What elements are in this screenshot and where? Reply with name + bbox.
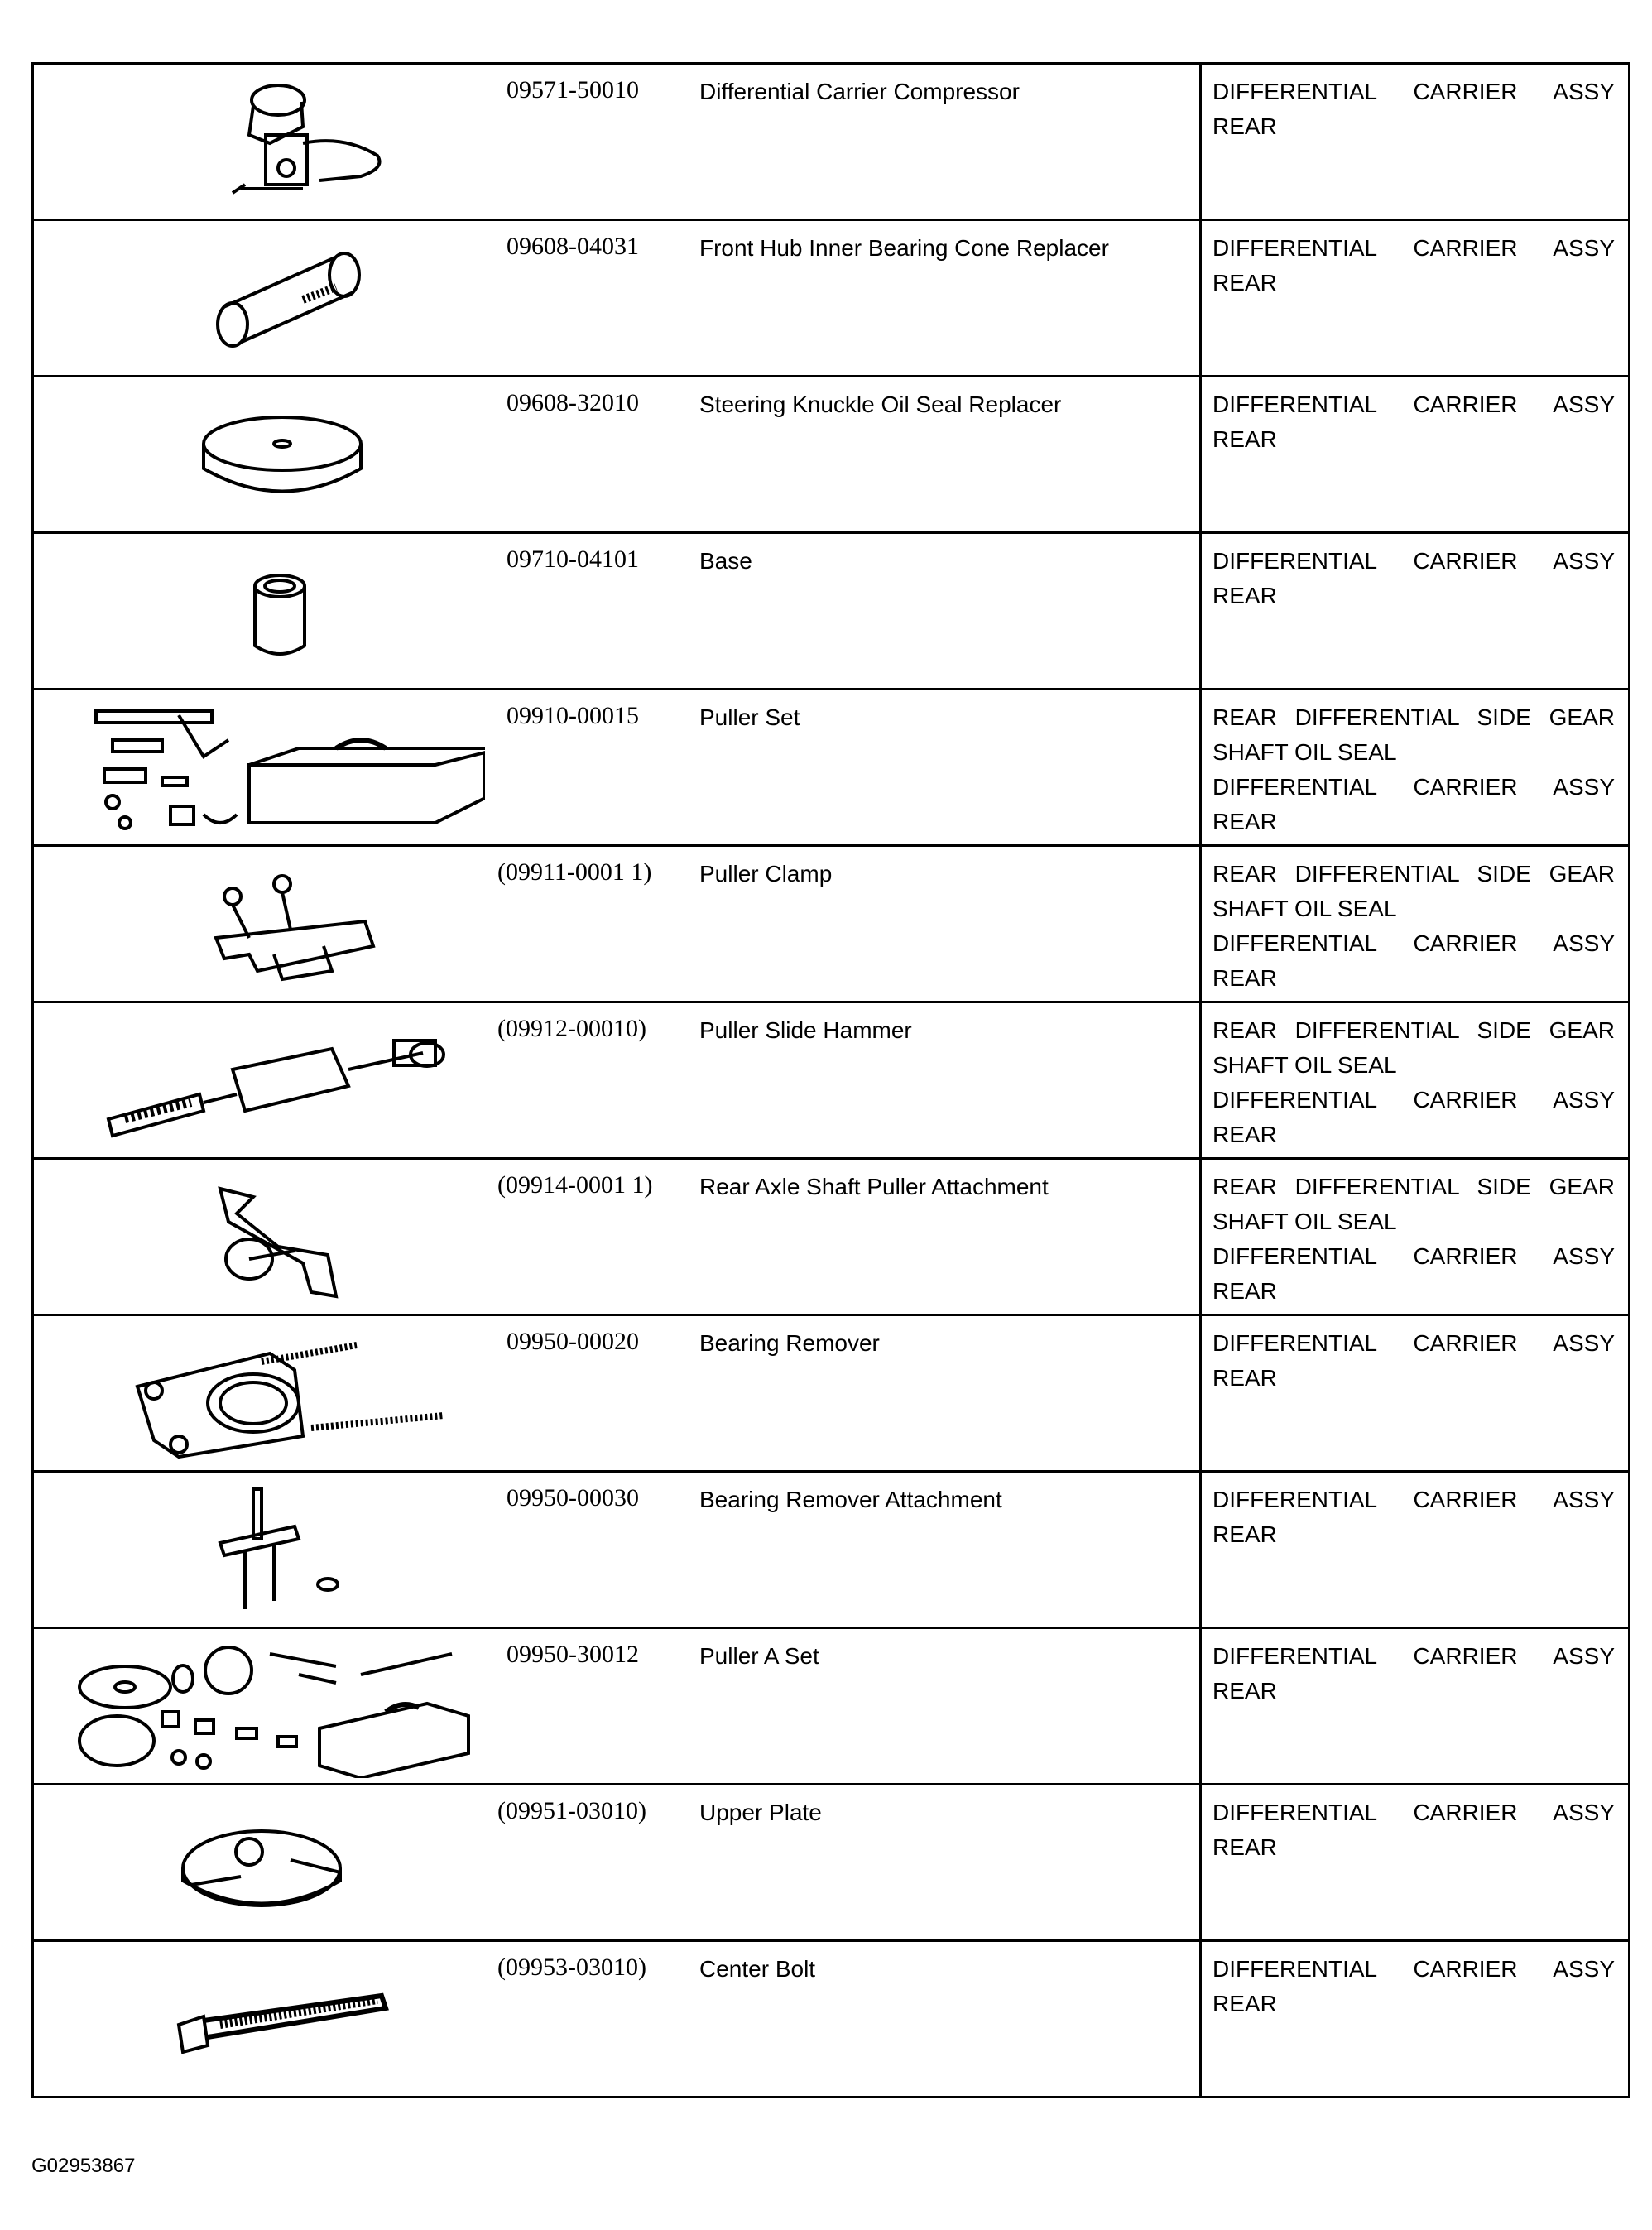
tool-illustration-cell [33,1785,1201,1941]
tool-illustration-cell [33,1002,1201,1159]
applicable-component-line: DIFFERENTIAL CARRIER ASSY [1213,1087,1615,1113]
applicable-component-line: REAR [1213,270,1277,296]
applicable-component-line: REAR [1213,426,1277,452]
applicable-component-line: DIFFERENTIAL CARRIER ASSY [1213,1643,1615,1669]
applicable-component-cell [1201,846,1630,1002]
disc-replacer-icon [199,411,365,506]
tool-name: Puller Set [699,704,800,730]
base-cylinder-icon [251,571,309,666]
applicable-component-cell [1201,1002,1630,1159]
applicable-component-line: DIFFERENTIAL CARRIER ASSY [1213,1956,1615,1982]
applicable-component-line: SHAFT OIL SEAL [1213,739,1397,765]
tool-illustration-cell [33,220,1201,377]
tool-name: Center Bolt [699,1956,816,1982]
applicable-component-cell [1201,1628,1630,1785]
applicable-component-line: REAR [1213,1122,1277,1147]
tool-illustration-cell [33,690,1201,846]
applicable-component-line: DIFFERENTIAL CARRIER ASSY [1213,1800,1615,1825]
part-number: 09950-30012 [507,1641,639,1668]
tool-illustration-cell [33,377,1201,533]
tool-row [33,1472,1630,1628]
part-number: 09608-32010 [507,389,639,416]
applicable-component-cell [1201,690,1630,846]
tool-illustration-cell [33,533,1201,690]
applicable-component-line: DIFFERENTIAL CARRIER ASSY [1213,1487,1615,1512]
applicable-component-line: REAR [1213,1278,1277,1304]
tool-row [33,533,1630,690]
tool-name: Front Hub Inner Bearing Cone Replacer [699,235,1109,261]
applicable-component-line: REAR [1213,1521,1277,1547]
tool-row [33,220,1630,377]
part-number: (09951-03010) [497,1797,646,1824]
applicable-component-line: SHAFT OIL SEAL [1213,1209,1397,1234]
tool-illustration-cell [33,1472,1201,1628]
tool-illustration-cell [33,1159,1201,1315]
figure-id: G02953867 [31,2155,136,2177]
applicable-component-line: DIFFERENTIAL CARRIER ASSY [1213,79,1615,104]
tool-row [33,690,1630,846]
tool-row [33,1785,1630,1941]
applicable-component-line: DIFFERENTIAL CARRIER ASSY [1213,235,1615,261]
applicable-component-cell [1201,220,1630,377]
tool-row [33,1315,1630,1472]
part-number: 09950-00020 [507,1328,639,1355]
tool-illustration-cell [33,1941,1201,2098]
applicable-component-cell [1201,377,1630,533]
special-tools-table [31,62,1630,2098]
tool-illustration-cell [33,1315,1201,1472]
applicable-component-line: DIFFERENTIAL CARRIER ASSY [1213,774,1615,800]
applicable-component-line: DIFFERENTIAL CARRIER ASSY [1213,548,1615,574]
tool-illustration-cell [33,64,1201,220]
tool-name: Puller A Set [699,1643,819,1669]
applicable-component-cell [1201,1315,1630,1472]
tool-name: Base [699,548,752,574]
part-number: (09911-0001 1) [497,858,652,886]
applicable-component-cell [1201,1472,1630,1628]
center-bolt-icon [170,1979,394,2058]
tool-name: Upper Plate [699,1800,822,1825]
part-number: 09950-00030 [507,1484,639,1511]
applicable-component-line: REAR [1213,1678,1277,1704]
slide-hammer-icon [100,1036,464,1148]
sleeve-replacer-icon [212,250,369,353]
tool-name: Steering Knuckle Oil Seal Replacer [699,392,1062,417]
applicable-component-line: REAR [1213,583,1277,608]
tool-row [33,1941,1630,2098]
tool-row [33,1628,1630,1785]
applicable-component-line: REAR [1213,1991,1277,2016]
applicable-component-line: DIFFERENTIAL CARRIER ASSY [1213,1243,1615,1269]
applicable-component-cell [1201,1941,1630,2098]
puller-clamp-icon [199,872,382,992]
tool-row [33,1002,1630,1159]
tool-name: Puller Clamp [699,861,833,887]
part-number: (09914-0001 1) [497,1171,653,1199]
tool-row [33,377,1630,533]
applicable-component-line: REAR DIFFERENTIAL SIDE GEAR [1213,1017,1615,1043]
applicable-component-line: SHAFT OIL SEAL [1213,896,1397,921]
tool-illustration-cell [33,846,1201,1002]
applicable-component-line: REAR DIFFERENTIAL SIDE GEAR [1213,704,1615,730]
tool-row [33,1159,1630,1315]
part-number: 09710-04101 [507,545,639,573]
part-number: 09910-00015 [507,702,639,729]
applicable-component-line: REAR [1213,113,1277,139]
applicable-component-line: DIFFERENTIAL CARRIER ASSY [1213,930,1615,956]
applicable-component-line: DIFFERENTIAL CARRIER ASSY [1213,392,1615,417]
upper-plate-icon [175,1819,348,1922]
axle-puller-attachment-icon [204,1180,344,1309]
applicable-component-line: SHAFT OIL SEAL [1213,1052,1397,1078]
applicable-component-line: REAR [1213,1365,1277,1391]
applicable-component-cell [1201,1159,1630,1315]
applicable-component-line: REAR [1213,1834,1277,1860]
tool-illustration-cell [33,1628,1201,1785]
applicable-component-line: REAR [1213,809,1277,834]
tool-name: Rear Axle Shaft Puller Attachment [699,1174,1049,1199]
tool-name: Differential Carrier Compressor [699,79,1020,104]
applicable-component-line: REAR [1213,965,1277,991]
applicable-component-line: DIFFERENTIAL CARRIER ASSY [1213,1330,1615,1356]
part-number: 09608-04031 [507,233,639,260]
applicable-component-cell [1201,533,1630,690]
part-number: (09912-00010) [497,1015,646,1042]
applicable-component-cell [1201,64,1630,220]
part-number: 09571-50010 [507,76,639,103]
puller-set-icon [88,699,485,843]
bearing-remover-attachment-icon [212,1485,344,1622]
compressor-icon [220,77,402,214]
tool-name: Puller Slide Hammer [699,1017,912,1043]
puller-a-set-icon [71,1637,502,1782]
applicable-component-line: REAR DIFFERENTIAL SIDE GEAR [1213,861,1615,887]
applicable-component-cell [1201,1785,1630,1941]
bearing-remover-icon [129,1337,460,1465]
applicable-component-line: REAR DIFFERENTIAL SIDE GEAR [1213,1174,1615,1199]
tool-row [33,64,1630,220]
tool-name: Bearing Remover Attachment [699,1487,1002,1512]
part-number: (09953-03010) [497,1954,646,1981]
tool-row [33,846,1630,1002]
tool-name: Bearing Remover [699,1330,880,1356]
